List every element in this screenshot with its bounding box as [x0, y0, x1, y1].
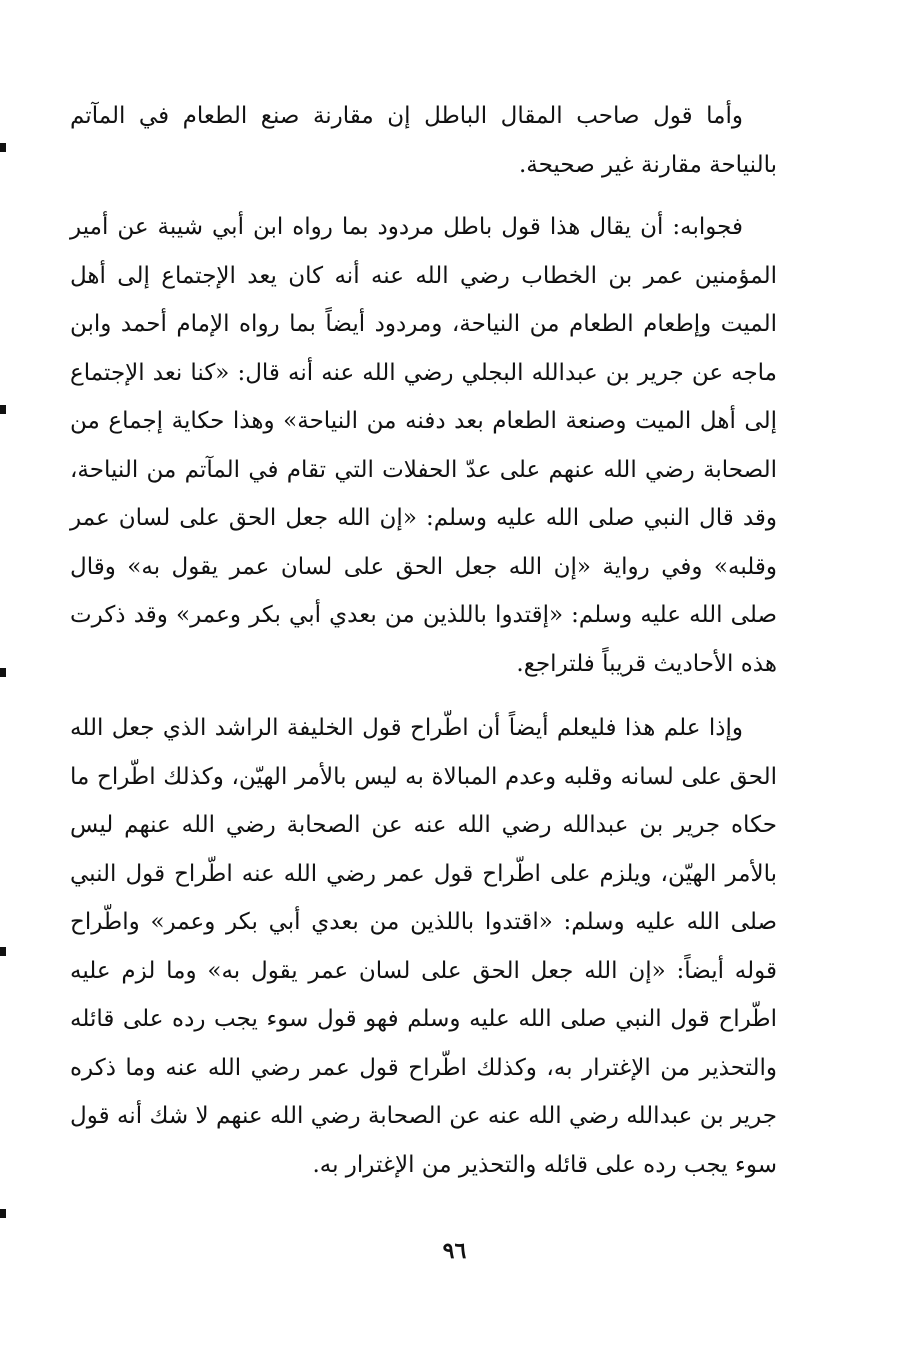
edge-mark — [0, 947, 6, 956]
paragraph-spacer — [70, 688, 777, 704]
paragraph-spacer — [70, 189, 777, 203]
edge-mark — [0, 668, 6, 677]
paragraph: وإذا علم هذا فليعلم أيضاً أن اطّراح قول الخليفة الراشد الذي جعل الله الحق على لسانه وقلبه وعدم المبالاة به ليس بالأمر الهيّن، وكذلك اطّراح ما حكاه جرير بن عبدالله رضي الله عنه عن الصحابة رضي الله عنهم ليس بالأمر الهيّن، ويلزم على اطّراح قول عمر رضي الله عنه اطّراح قول النبي صلى الله عليه وسلم: «اقتدوا باللذين من بعدي أبي بكر وعمر» واطّراح قوله أيضاً: «إن الله جعل الحق على لسان عمر يقول به» وما لزم عليه اطّراح قول النبي صلى الله عليه وسلم فهو قول سوء يجب رده على قائله والتحذير من الإغترار به، وكذلك اطّراح قول عمر رضي الله عنه وما ذكره جرير بن عبدالله رضي الله عنه عن الصحابة رضي الله عنهم لا شك أنه قول سوء يجب رده على قائله والتحذير من الإغترار به. — [70, 715, 777, 1178]
page-body — [70, 92, 777, 1189]
page-number: ٩٦ — [442, 1238, 467, 1264]
paragraph: فجوابه: أن يقال هذا قول باطل مردود بما رواه ابن أبي شيبة عن أمير المؤمنين عمر بن الخطاب رضي الله عنه أنه كان يعد الإجتماع إلى أهل الميت وإطعام الطعام من النياحة، ومردود أيضاً بما رواه الإمام أحمد وابن ماجه عن جرير بن عبدالله البجلي رضي الله عنه أنه قال: «كنا نعد الإجتماع إلى أهل الميت وصنعة الطعام بعد دفنه من النياحة» وهذا حكاية إجماع من الصحابة رضي الله عنهم على عدّ الحفلات التي تقام في المآتم من النياحة، وقد قال النبي صلى الله عليه وسلم: «إن الله جعل الحق على لسان عمر وقلبه» وفي رواية «إن الله جعل الحق على لسان عمر يقول به» وقال صلى الله عليه وسلم: «إقتدوا باللذين من بعدي أبي بكر وعمر» وقد ذكرت هذه الأحاديث قريباً فلتراجع. — [70, 214, 777, 677]
edge-mark — [0, 143, 6, 152]
paragraph: وأما قول صاحب المقال الباطل إن مقارنة صنع الطعام في المآتم بالنياحة مقارنة غير صحيحة. — [70, 103, 777, 178]
edge-mark — [0, 1209, 6, 1218]
edge-mark — [0, 405, 6, 414]
